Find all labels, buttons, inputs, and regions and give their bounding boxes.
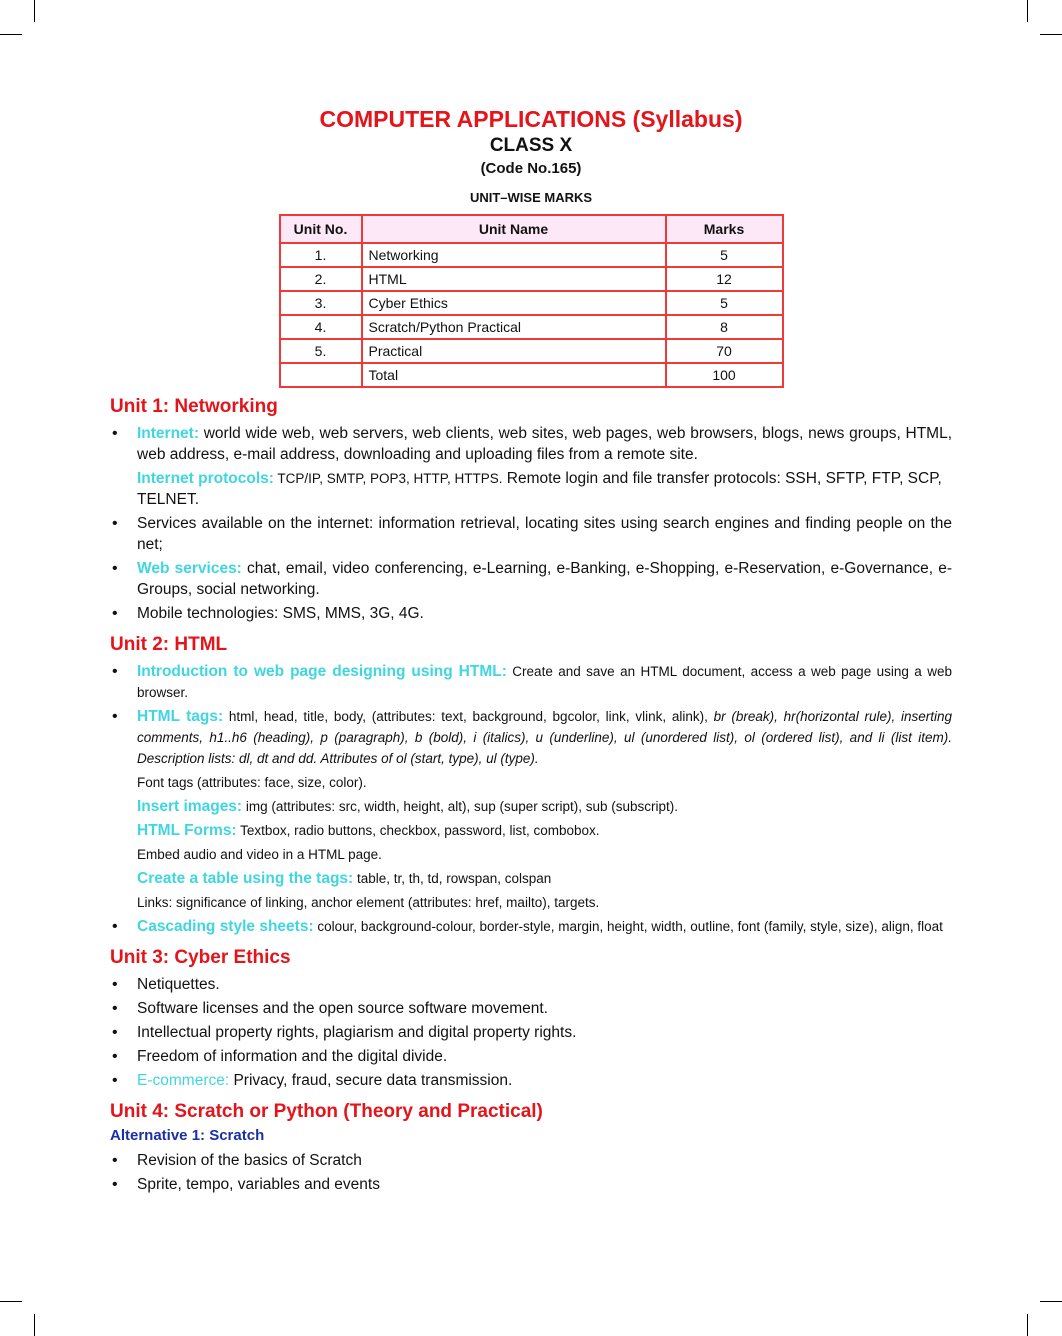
create-table-para (110, 868, 952, 889)
bullet-label: Cascading style sheets: (137, 918, 314, 935)
list-item: • Intellectual property rights, plagiarism and digital property rights. (110, 1022, 952, 1043)
bullet-text: colour, background-colour, border-style, margin, height, width, outline, font (family, style, size), align, float (313, 919, 943, 934)
crop-mark (1040, 34, 1062, 35)
bullet-text: Privacy, fraud, secure data transmission. (229, 1072, 513, 1089)
header-unit-no: Unit No. (280, 215, 362, 243)
list-item: • Sprite, tempo, variables and events (110, 1174, 952, 1195)
para-label: Insert images: (137, 798, 243, 815)
list-item: • Services available on the internet: information retrieval, locating sites using search engines and finding people on the net; (110, 513, 952, 555)
list-item: • Netiquettes. (110, 974, 952, 995)
bullet-label: Web services: (137, 560, 242, 577)
table-row (280, 339, 783, 363)
code-label: (Code No.165) (480, 160, 582, 177)
bullet-text-italic: br (break), hr(horizontal rule), inserting comments, h1..h6 (heading), p (paragraph), b (bold), i (italics), u (underline), ul (unordered list), ol (ordered list), and li (list item). Description lists: dl, dt and dd. Attributes of ol (start, type), ul (type). (137, 709, 952, 766)
para-text: TCP/IP, SMTP, POP3, HTTP, HTTPS. (273, 471, 503, 486)
crop-mark (1027, 0, 1028, 22)
cell-unit-name: Practical (362, 339, 666, 363)
bullet-label: E-commerce: (137, 1072, 230, 1089)
bullet-text: html, head, title, body, (attributes: text, background, bgcolor, link, vlink, alink), (223, 709, 714, 724)
header-marks: Marks (666, 215, 783, 243)
cell-marks: 5 (666, 243, 783, 267)
list-item (110, 1070, 952, 1091)
alternative-heading: Alternative 1: Scratch (110, 1127, 265, 1144)
links-para: Links: significance of linking, anchor element (attributes: href, mailto), targets. (137, 895, 600, 910)
cell-unit-no: 4. (280, 315, 362, 339)
cell-marks: 100 (666, 363, 783, 387)
crop-mark (0, 1301, 22, 1302)
cell-unit-name: Cyber Ethics (362, 291, 666, 315)
para-text: Remote login and file transfer protocols: SSH, SFTP, FTP, SCP, TELNET. (137, 470, 942, 508)
unit1-list (110, 423, 952, 465)
list-item: • Freedom of information and the digital divide. (110, 1046, 952, 1067)
table-row (280, 243, 783, 267)
syllabus-page (110, 104, 952, 1195)
para-text: Textbox, radio buttons, checkbox, password, list, combobox. (236, 823, 600, 838)
cell-unit-no: 3. (280, 291, 362, 315)
unit2-heading: Unit 2: HTML (110, 634, 228, 655)
crop-mark (34, 0, 35, 22)
unit4-heading: Unit 4: Scratch or Python (Theory and Practical) (110, 1101, 543, 1122)
unit1-list-cont (110, 513, 952, 624)
crop-mark (1040, 1301, 1062, 1302)
html-forms-para (110, 820, 952, 841)
insert-images-para (110, 796, 952, 817)
cell-unit-no: 2. (280, 267, 362, 291)
list-item: • Mobile technologies: SMS, MMS, 3G, 4G. (110, 603, 952, 624)
bullet-text: Create and save an HTML document, access a web page using a web browser. (137, 664, 952, 700)
para-text: table, tr, th, td, rowspan, colspan (353, 871, 552, 886)
cell-marks: 70 (666, 339, 783, 363)
class-label: CLASS X (489, 135, 573, 156)
crop-mark (1027, 1314, 1028, 1336)
unit3-heading: Unit 3: Cyber Ethics (110, 947, 291, 968)
para-label: Create a table using the tags: (137, 870, 354, 887)
list-item (110, 661, 952, 703)
font-tags-para: Font tags (attributes: face, size, color). (137, 775, 367, 790)
list-item: • Software licenses and the open source software movement. (110, 998, 952, 1019)
embed-para: Embed audio and video in a HTML page. (137, 847, 382, 862)
unit2-list-cont (110, 916, 952, 937)
cell-marks: 5 (666, 291, 783, 315)
cell-unit-name: Networking (362, 243, 666, 267)
table-header-row (280, 215, 783, 243)
cell-unit-name: HTML (362, 267, 666, 291)
list-item: • Revision of the basics of Scratch (110, 1150, 952, 1171)
crop-mark (34, 1314, 35, 1336)
unit3-list (110, 974, 952, 1091)
para-label: HTML Forms: (137, 822, 237, 839)
table-total-row (280, 363, 783, 387)
cell-unit-no: 1. (280, 243, 362, 267)
bullet-label: Internet: (137, 425, 199, 442)
list-item (110, 706, 952, 769)
table-row (280, 267, 783, 291)
bullet-text: chat, email, video conferencing, e-Learning, e-Banking, e-Shopping, e-Reservation, e-Governance, e-Groups, social networking. (137, 560, 952, 598)
table-caption: UNIT–WISE MARKS (469, 190, 593, 205)
cell-unit-no (280, 363, 362, 387)
para-label: Internet protocols: (137, 470, 274, 487)
unit-marks-table (279, 214, 784, 388)
cell-marks: 8 (666, 315, 783, 339)
document-title: COMPUTER APPLICATIONS (Syllabus) (319, 106, 743, 132)
header-unit-name: Unit Name (362, 215, 666, 243)
bullet-label: Introduction to web page designing using HTML: (137, 663, 507, 680)
unit4-list (110, 1150, 952, 1195)
list-item (110, 916, 952, 937)
bullet-label: HTML tags: (137, 708, 224, 725)
crop-mark (0, 34, 22, 35)
table-row (280, 315, 783, 339)
para-text: img (attributes: src, width, height, alt), sup (super script), sub (subscript). (242, 799, 679, 814)
bullet-text: world wide web, web servers, web clients, web sites, web pages, web browsers, blogs, news groups, HTML, web address, e-mail address, downloading and uploading files from a remote site. (137, 425, 952, 463)
list-item (110, 423, 952, 465)
table-row (280, 291, 783, 315)
cell-unit-name: Total (362, 363, 666, 387)
internet-protocols-para (110, 468, 952, 510)
cell-unit-name: Scratch/Python Practical (362, 315, 666, 339)
cell-unit-no: 5. (280, 339, 362, 363)
unit2-list (110, 661, 952, 769)
unit1-heading: Unit 1: Networking (110, 396, 278, 417)
cell-marks: 12 (666, 267, 783, 291)
list-item (110, 558, 952, 600)
